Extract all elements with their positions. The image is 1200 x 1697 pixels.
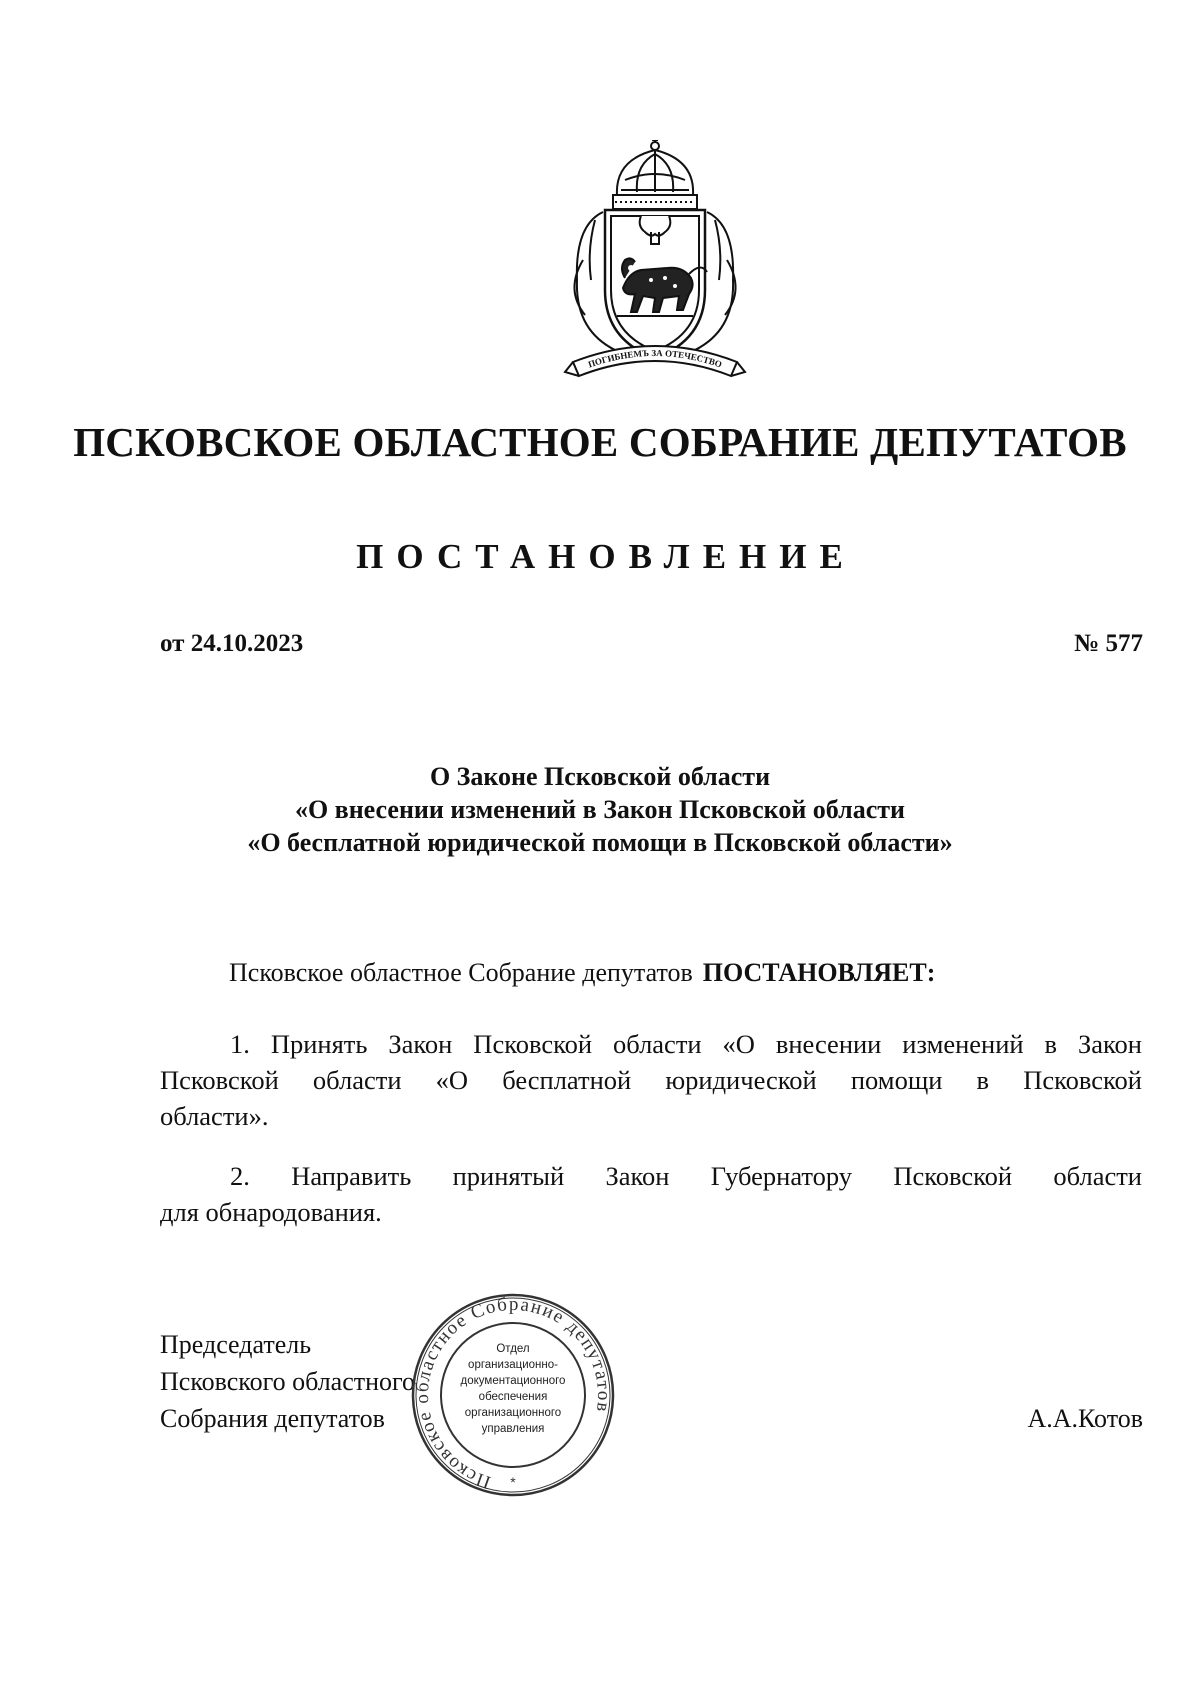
stamp-center-line: управления (481, 1423, 545, 1435)
stamp-center-line: Отдел (496, 1343, 530, 1355)
preamble (229, 956, 935, 990)
position-line: Председатель (160, 1330, 312, 1359)
item-line: 2. Направить принятый Закон Губернатору Псковской области (230, 1161, 1142, 1191)
position-line: Собрания депутатов (160, 1404, 385, 1433)
pskov-oblast-coat-of-arms-icon (555, 140, 755, 390)
stamp-center-line: обеспечения (478, 1391, 548, 1403)
resolution-item-2 (160, 1158, 1142, 1230)
stamp-center-line: организационно- (468, 1359, 558, 1371)
resolution-item-1 (160, 1026, 1142, 1134)
position-line: Псковского областного (160, 1367, 416, 1396)
item-line: 1. Принять Закон Псковской области «О внесении изменений в Закон (230, 1029, 1142, 1059)
preamble-resolves: ПОСТАНОВЛЯЕТ: (702, 958, 936, 987)
subject-line: О Законе Псковской области (429, 762, 771, 791)
document-date: от 24.10.2023 (160, 630, 304, 657)
official-stamp (408, 1290, 618, 1500)
signatory-name: А.А.Котов (1027, 1404, 1143, 1433)
document-number: № 577 (1074, 630, 1143, 657)
document-subject (0, 760, 1200, 859)
organization-title: ПСКОВСКОЕ ОБЛАСТНОЕ СОБРАНИЕ ДЕПУТАТОВ (73, 419, 1127, 465)
emblem-motto: ПОГИБНЕМЪ ЗА ОТЕЧЕСТВО (586, 347, 724, 370)
signatory-position (160, 1326, 415, 1437)
document-type: ПОСТАНОВЛЕНИЕ (356, 537, 856, 576)
subject-line: «О внесении изменений в Закон Псковской области (294, 795, 906, 824)
item-line: области». (160, 1101, 269, 1131)
preamble-text: Псковское областное Собрание депутатов (229, 958, 693, 987)
item-line: Псковской области «О бесплатной юридической помощи в Псковской (160, 1065, 1142, 1095)
stamp-center-line: документационного (460, 1375, 566, 1387)
stamp-ring-text: Псковское областное Собрание депутатов (411, 1293, 615, 1493)
stamp-center-line: организационного (464, 1407, 562, 1419)
item-line: для обнародования. (160, 1197, 382, 1227)
stamp-star: * (510, 1474, 516, 1490)
subject-line: «О бесплатной юридической помощи в Псковской области» (247, 828, 953, 857)
